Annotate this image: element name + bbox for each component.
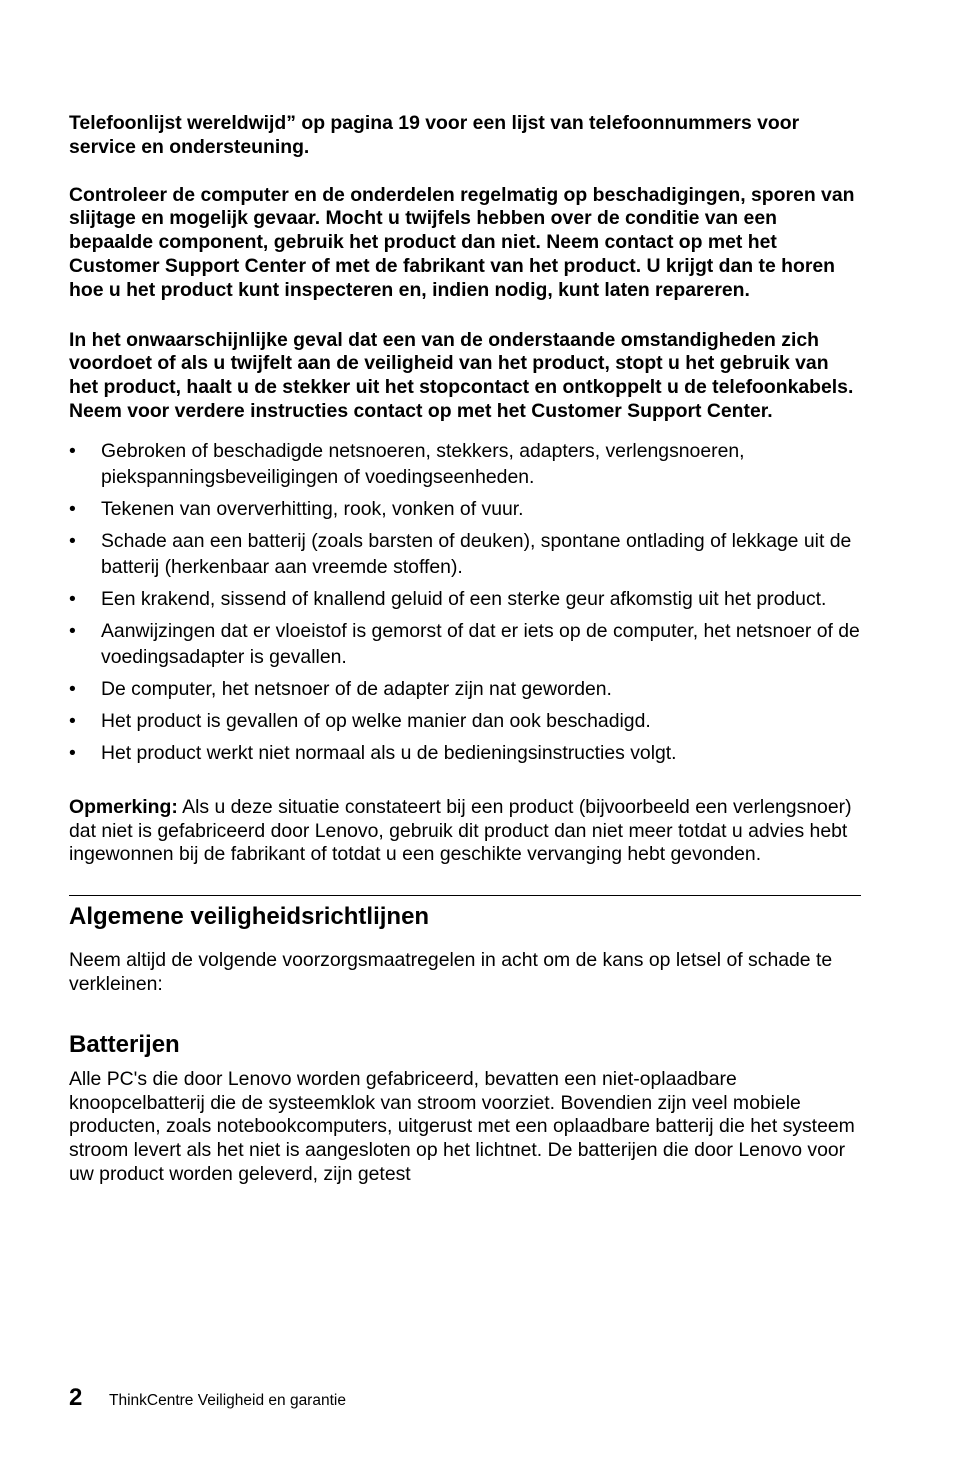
list-item [69, 586, 861, 612]
list-item-text: Het product is gevallen of op welke manier dan ook beschadigd. [101, 709, 651, 732]
battery-paragraph: Alle PC's die door Lenovo worden gefabriceerd, bevatten een niet-oplaadbare knoopcelbatterij die de systeemklok van stroom voorziet. Bovendien zijn veel mobiele producten, zoals notebookcomputers, uitgerust met een oplaadbare batterij die het systeem stroom levert als het niet is aangesloten op het lichtnet. De batterijen die door Lenovo voor uw product worden geleverd, zijn getest [69, 1067, 855, 1185]
bullet-icon: • [69, 619, 76, 642]
section-divider [69, 895, 861, 896]
page-number: 2 [69, 1384, 83, 1411]
page-content [69, 112, 861, 1187]
bullet-icon: • [69, 587, 76, 610]
list-item [69, 676, 861, 702]
list-item [69, 618, 861, 670]
bullet-icon: • [69, 529, 76, 552]
bullet-icon: • [69, 497, 76, 520]
bullet-icon: • [69, 741, 76, 764]
list-item [69, 438, 861, 490]
bullet-icon: • [69, 709, 76, 732]
list-item [69, 528, 861, 580]
document-title: ThinkCentre Veiligheid en garantie [109, 1392, 346, 1409]
page-footer [69, 1384, 346, 1412]
list-item-text: Schade aan een batterij (zoals barsten of deuken), spontane ontlading of lekkage uit de batterij (herkenbaar aan vreemde stoffen). [101, 529, 852, 578]
list-item-text: De computer, het netsnoer of de adapter zijn nat geworden. [101, 677, 612, 700]
section-intro: Neem altijd de volgende voorzorgsmaatregelen in acht om de kans op letsel of schade te verkleinen: [69, 949, 833, 995]
list-item-text: Aanwijzingen dat er vloeistof is gemorst of dat er iets op de computer, het netsnoer of de voedingsadapter is gevallen. [101, 619, 860, 668]
hazard-list [69, 438, 861, 766]
list-item-text: Tekenen van oververhitting, rook, vonken of vuur. [101, 497, 524, 520]
stop-use-paragraph: In het onwaarschijnlijke geval dat een van de onderstaande omstandigheden zich voordoet of als u twijfelt aan de veiligheid van het product, stopt u het gebruik van het product, haalt u de stekker uit het stopcontact en ontkoppelt u de telefoonkabels. Neem voor verdere instructies contact op met het Customer Support Center. [69, 328, 854, 422]
note-text: Als u deze situatie constateert bij een product (bijvoorbeeld een verlengsnoer) dat niet is gefabriceerd door Lenovo, gebruik dit product dan niet meer totdat u advies hebt ingewonnen bij de fabrikant of totdat u een geschikte vervanging hebt gevonden. [69, 795, 852, 866]
section-heading: Algemene veiligheidsrichtlijnen [69, 903, 430, 931]
list-item-text: Het product werkt niet normaal als u de bedieningsinstructies volgt. [101, 741, 677, 764]
bullet-icon: • [69, 439, 76, 462]
note-label: Opmerking: [69, 795, 178, 818]
list-item-text: Een krakend, sissend of knallend geluid of een sterke geur afkomstig uit het product. [101, 587, 827, 610]
support-reference-paragraph: Telefoonlijst wereldwijd” op pagina 19 voor een lijst van telefoonnummers voor service en ondersteuning. [69, 112, 800, 158]
list-item [69, 740, 861, 766]
inspection-paragraph: Controleer de computer en de onderdelen regelmatig op beschadigingen, sporen van slijtage en mogelijk gevaar. Mocht u twijfels hebben over de conditie van een bepaalde component, gebruik het product dan niet. Neem contact op met het Customer Support Center of met de fabrikant van het product. U krijgt dan te horen hoe u het product kunt inspecteren en, indien nodig, kunt laten repareren. [69, 183, 855, 301]
bullet-icon: • [69, 677, 76, 700]
subsection-heading: Batterijen [69, 1030, 180, 1058]
list-item [69, 496, 861, 522]
list-item [69, 708, 861, 734]
note-paragraph [69, 796, 861, 867]
list-item-text: Gebroken of beschadigde netsnoeren, stekkers, adapters, verlengsnoeren, piekspanningsbeveiligingen of voedingseenheden. [101, 439, 745, 488]
